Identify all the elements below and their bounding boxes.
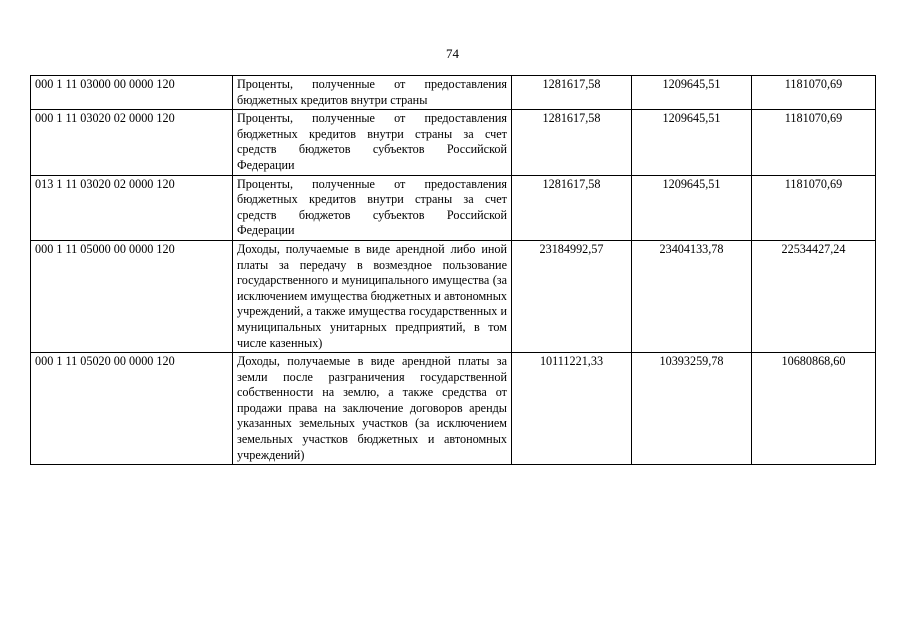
table-row: [31, 76, 876, 110]
budget-code-cell: 000 1 11 03020 02 0000 120: [31, 110, 233, 175]
budget-code-cell: 000 1 11 03000 00 0000 120: [31, 76, 233, 110]
value-cell-3: 22534427,24: [752, 240, 876, 352]
description-cell: Доходы, получаемые в виде арендной платы за земли после разграничения государственной собственности на землю, а также средства от продажи права на заключение договоров аренды указанных земельных участков (за исключением земельных участков бюджетных и автономных учреждений): [233, 353, 512, 465]
value-cell-3: 1181070,69: [752, 110, 876, 175]
value-cell-1: 1281617,58: [512, 175, 632, 240]
description-cell: Проценты, полученные от предоставления бюджетных кредитов внутри страны: [233, 76, 512, 110]
value-cell-3: 10680868,60: [752, 353, 876, 465]
description-cell: Доходы, получаемые в виде арендной либо иной платы за передачу в возмездное пользование государственного и муниципального имущества (за исключением имущества бюджетных и автономных учреждений, а также имущества государственных и муниципальных унитарных предприятий, в том числе казенных): [233, 240, 512, 352]
value-cell-3: 1181070,69: [752, 76, 876, 110]
value-cell-2: 1209645,51: [632, 110, 752, 175]
value-cell-3: 1181070,69: [752, 175, 876, 240]
table-row: [31, 240, 876, 352]
description-cell: Проценты, полученные от предоставления бюджетных кредитов внутри страны за счет средств бюджетов субъектов Российской Федерации: [233, 175, 512, 240]
budget-code-cell: 000 1 11 05020 00 0000 120: [31, 353, 233, 465]
budget-code-cell: 013 1 11 03020 02 0000 120: [31, 175, 233, 240]
table-row: [31, 110, 876, 175]
value-cell-1: 1281617,58: [512, 76, 632, 110]
value-cell-2: 10393259,78: [632, 353, 752, 465]
budget-revenue-table: [30, 75, 876, 465]
description-cell: Проценты, полученные от предоставления бюджетных кредитов внутри страны за счет средств бюджетов субъектов Российской Федерации: [233, 110, 512, 175]
value-cell-1: 1281617,58: [512, 110, 632, 175]
value-cell-1: 23184992,57: [512, 240, 632, 352]
value-cell-2: 1209645,51: [632, 175, 752, 240]
budget-code-cell: 000 1 11 05000 00 0000 120: [31, 240, 233, 352]
table-row: [31, 353, 876, 465]
table-row: [31, 175, 876, 240]
value-cell-2: 1209645,51: [632, 76, 752, 110]
value-cell-2: 23404133,78: [632, 240, 752, 352]
page-number: 74: [446, 46, 459, 61]
value-cell-1: 10111221,33: [512, 353, 632, 465]
